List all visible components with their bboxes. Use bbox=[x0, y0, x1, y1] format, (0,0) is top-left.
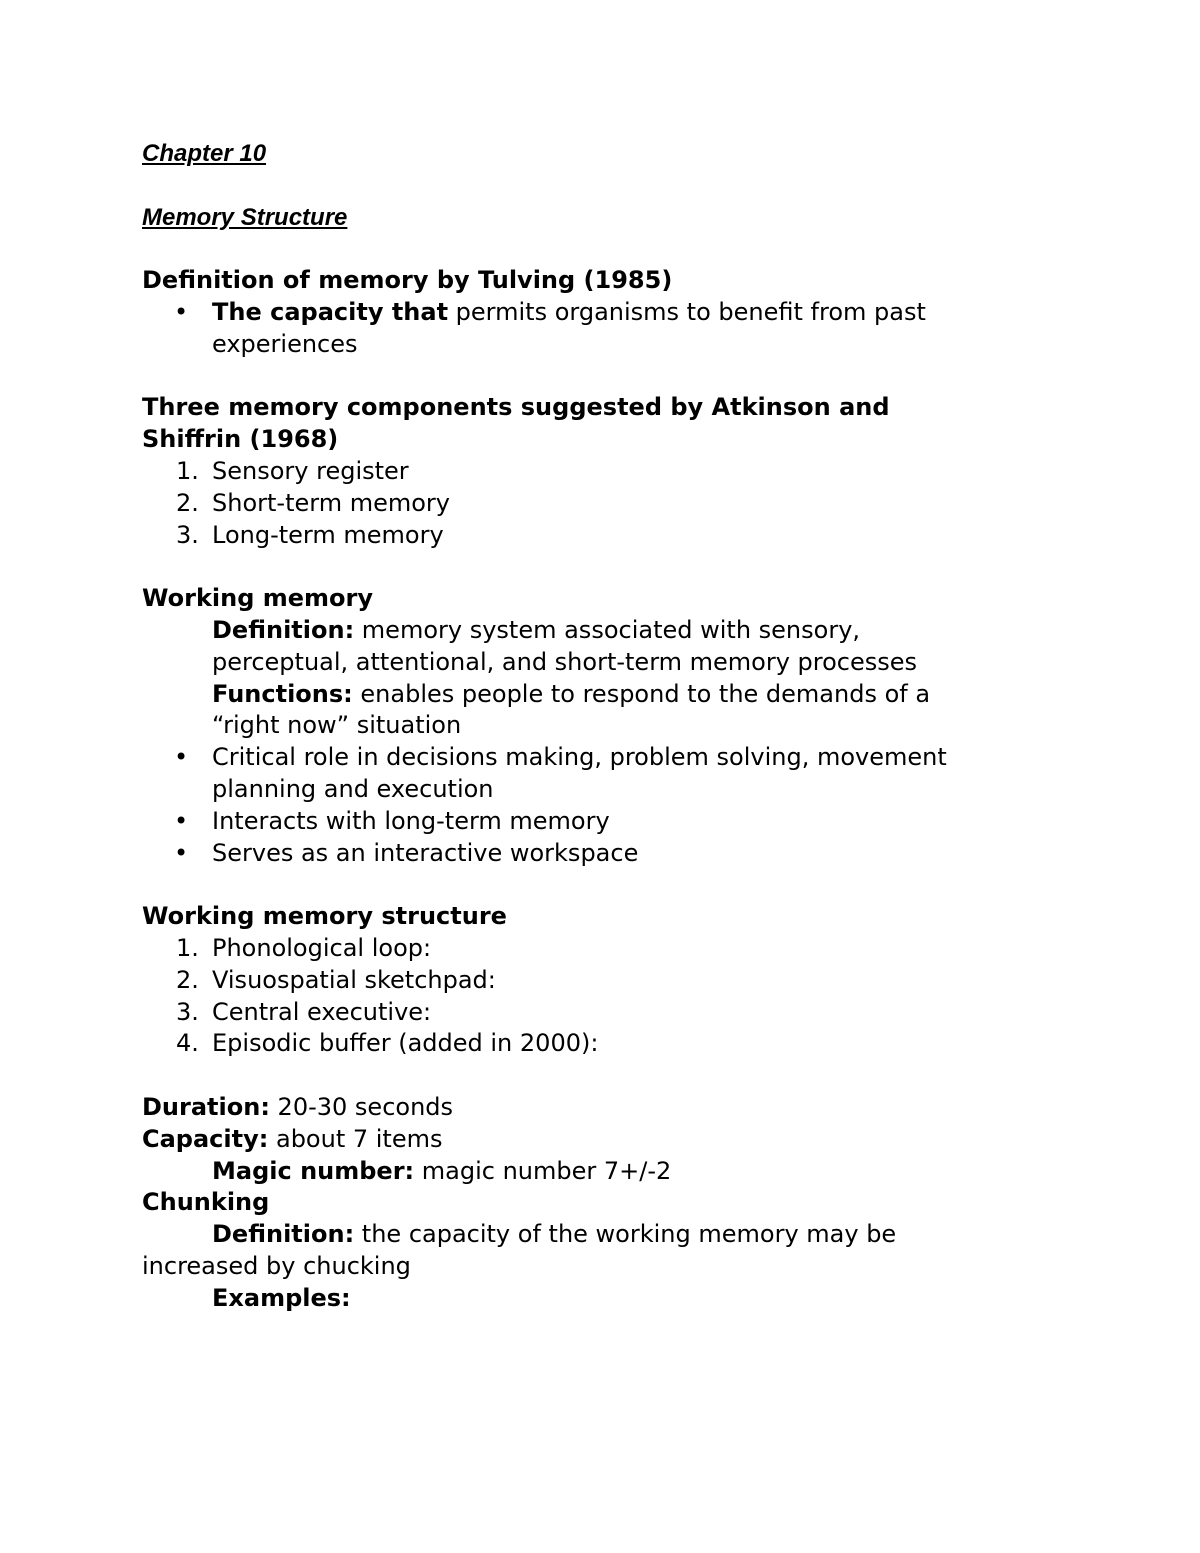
list-item bbox=[142, 1028, 1062, 1060]
item-text: Long-term memory bbox=[212, 520, 444, 549]
document-page bbox=[142, 138, 1062, 1314]
list-item bbox=[142, 488, 1062, 520]
chunking-definition bbox=[142, 1219, 1062, 1251]
capacity-line bbox=[142, 1124, 1062, 1156]
list-item bbox=[142, 456, 1062, 488]
structure-heading: Working memory structure bbox=[142, 902, 507, 931]
wm-definition-label: Definition: bbox=[212, 615, 355, 644]
chunking-definition-text: the capacity of the working memory may be bbox=[354, 1220, 897, 1249]
capacity-label: Capacity: bbox=[142, 1124, 269, 1153]
tulving-bold: The capacity that bbox=[212, 297, 449, 326]
wm-functions-line2: “right now” situation bbox=[212, 711, 462, 740]
list-item bbox=[142, 933, 1062, 965]
item-text: Sensory register bbox=[212, 456, 409, 485]
item-text: Phonological loop: bbox=[212, 933, 432, 962]
item-number: 2. bbox=[176, 965, 199, 994]
wm-definition-text: memory system associated with sensory, bbox=[354, 615, 861, 644]
tulving-rest: permits organisms to benefit from past bbox=[448, 297, 926, 326]
item-text: Short-term memory bbox=[212, 488, 450, 517]
tulving-bullet bbox=[142, 297, 1062, 361]
item-number: 2. bbox=[176, 488, 199, 517]
list-item bbox=[142, 965, 1062, 997]
wm-bullet bbox=[142, 838, 1062, 870]
working-memory-heading: Working memory bbox=[142, 584, 374, 613]
chunking-definition-label: Definition: bbox=[212, 1220, 355, 1249]
tulving-line2: experiences bbox=[212, 329, 358, 358]
chunking-definition-line2: increased by chucking bbox=[142, 1251, 411, 1280]
bullet-marker: • bbox=[174, 743, 189, 772]
wm-bullet bbox=[142, 806, 1062, 838]
list-item bbox=[142, 997, 1062, 1029]
chapter-title: Chapter 10 bbox=[142, 140, 267, 167]
wm-definition-line2: perceptual, attentional, and short-term memory processes bbox=[212, 647, 918, 676]
item-text: Central executive: bbox=[212, 997, 432, 1026]
item-number: 1. bbox=[176, 456, 199, 485]
chunking-heading: Chunking bbox=[142, 1188, 270, 1217]
item-number: 1. bbox=[176, 933, 199, 962]
wm-bullet-line1: Critical role in decisions making, problem solving, movement bbox=[212, 743, 947, 772]
list-item bbox=[142, 520, 1062, 552]
wm-functions bbox=[142, 679, 1062, 711]
magic-label: Magic number: bbox=[212, 1156, 415, 1185]
tulving-heading: Definition of memory by Tulving (1985) bbox=[142, 266, 673, 295]
atkinson-heading-line1: Three memory components suggested by Atkinson and bbox=[142, 393, 890, 422]
magic-value: magic number 7+/-2 bbox=[414, 1156, 672, 1185]
capacity-value: about 7 items bbox=[268, 1124, 443, 1153]
item-text: Episodic buffer (added in 2000): bbox=[212, 1029, 599, 1058]
wm-functions-label: Functions: bbox=[212, 679, 353, 708]
bullet-marker: • bbox=[174, 297, 189, 326]
section-title: Memory Structure bbox=[142, 203, 348, 231]
duration-label: Duration: bbox=[142, 1092, 270, 1121]
wm-bullet-line1: Serves as an interactive workspace bbox=[212, 838, 639, 867]
item-number: 3. bbox=[176, 997, 199, 1026]
chunking-examples-label: Examples: bbox=[212, 1283, 351, 1312]
duration-value: 20-30 seconds bbox=[269, 1092, 454, 1121]
item-number: 4. bbox=[176, 1029, 199, 1058]
bullet-marker: • bbox=[174, 806, 189, 835]
atkinson-heading-line2: Shiffrin (1968) bbox=[142, 425, 339, 454]
wm-bullet bbox=[142, 742, 1062, 806]
item-number: 3. bbox=[176, 520, 199, 549]
duration-line bbox=[142, 1092, 1062, 1124]
magic-number-line bbox=[142, 1156, 1062, 1188]
bullet-marker: • bbox=[174, 838, 189, 867]
wm-bullet-line2: planning and execution bbox=[212, 774, 494, 803]
item-text: Visuospatial sketchpad: bbox=[212, 965, 496, 994]
wm-bullet-line1: Interacts with long-term memory bbox=[212, 806, 610, 835]
wm-definition bbox=[142, 615, 1062, 647]
wm-functions-text: enables people to respond to the demands of a bbox=[352, 679, 931, 708]
